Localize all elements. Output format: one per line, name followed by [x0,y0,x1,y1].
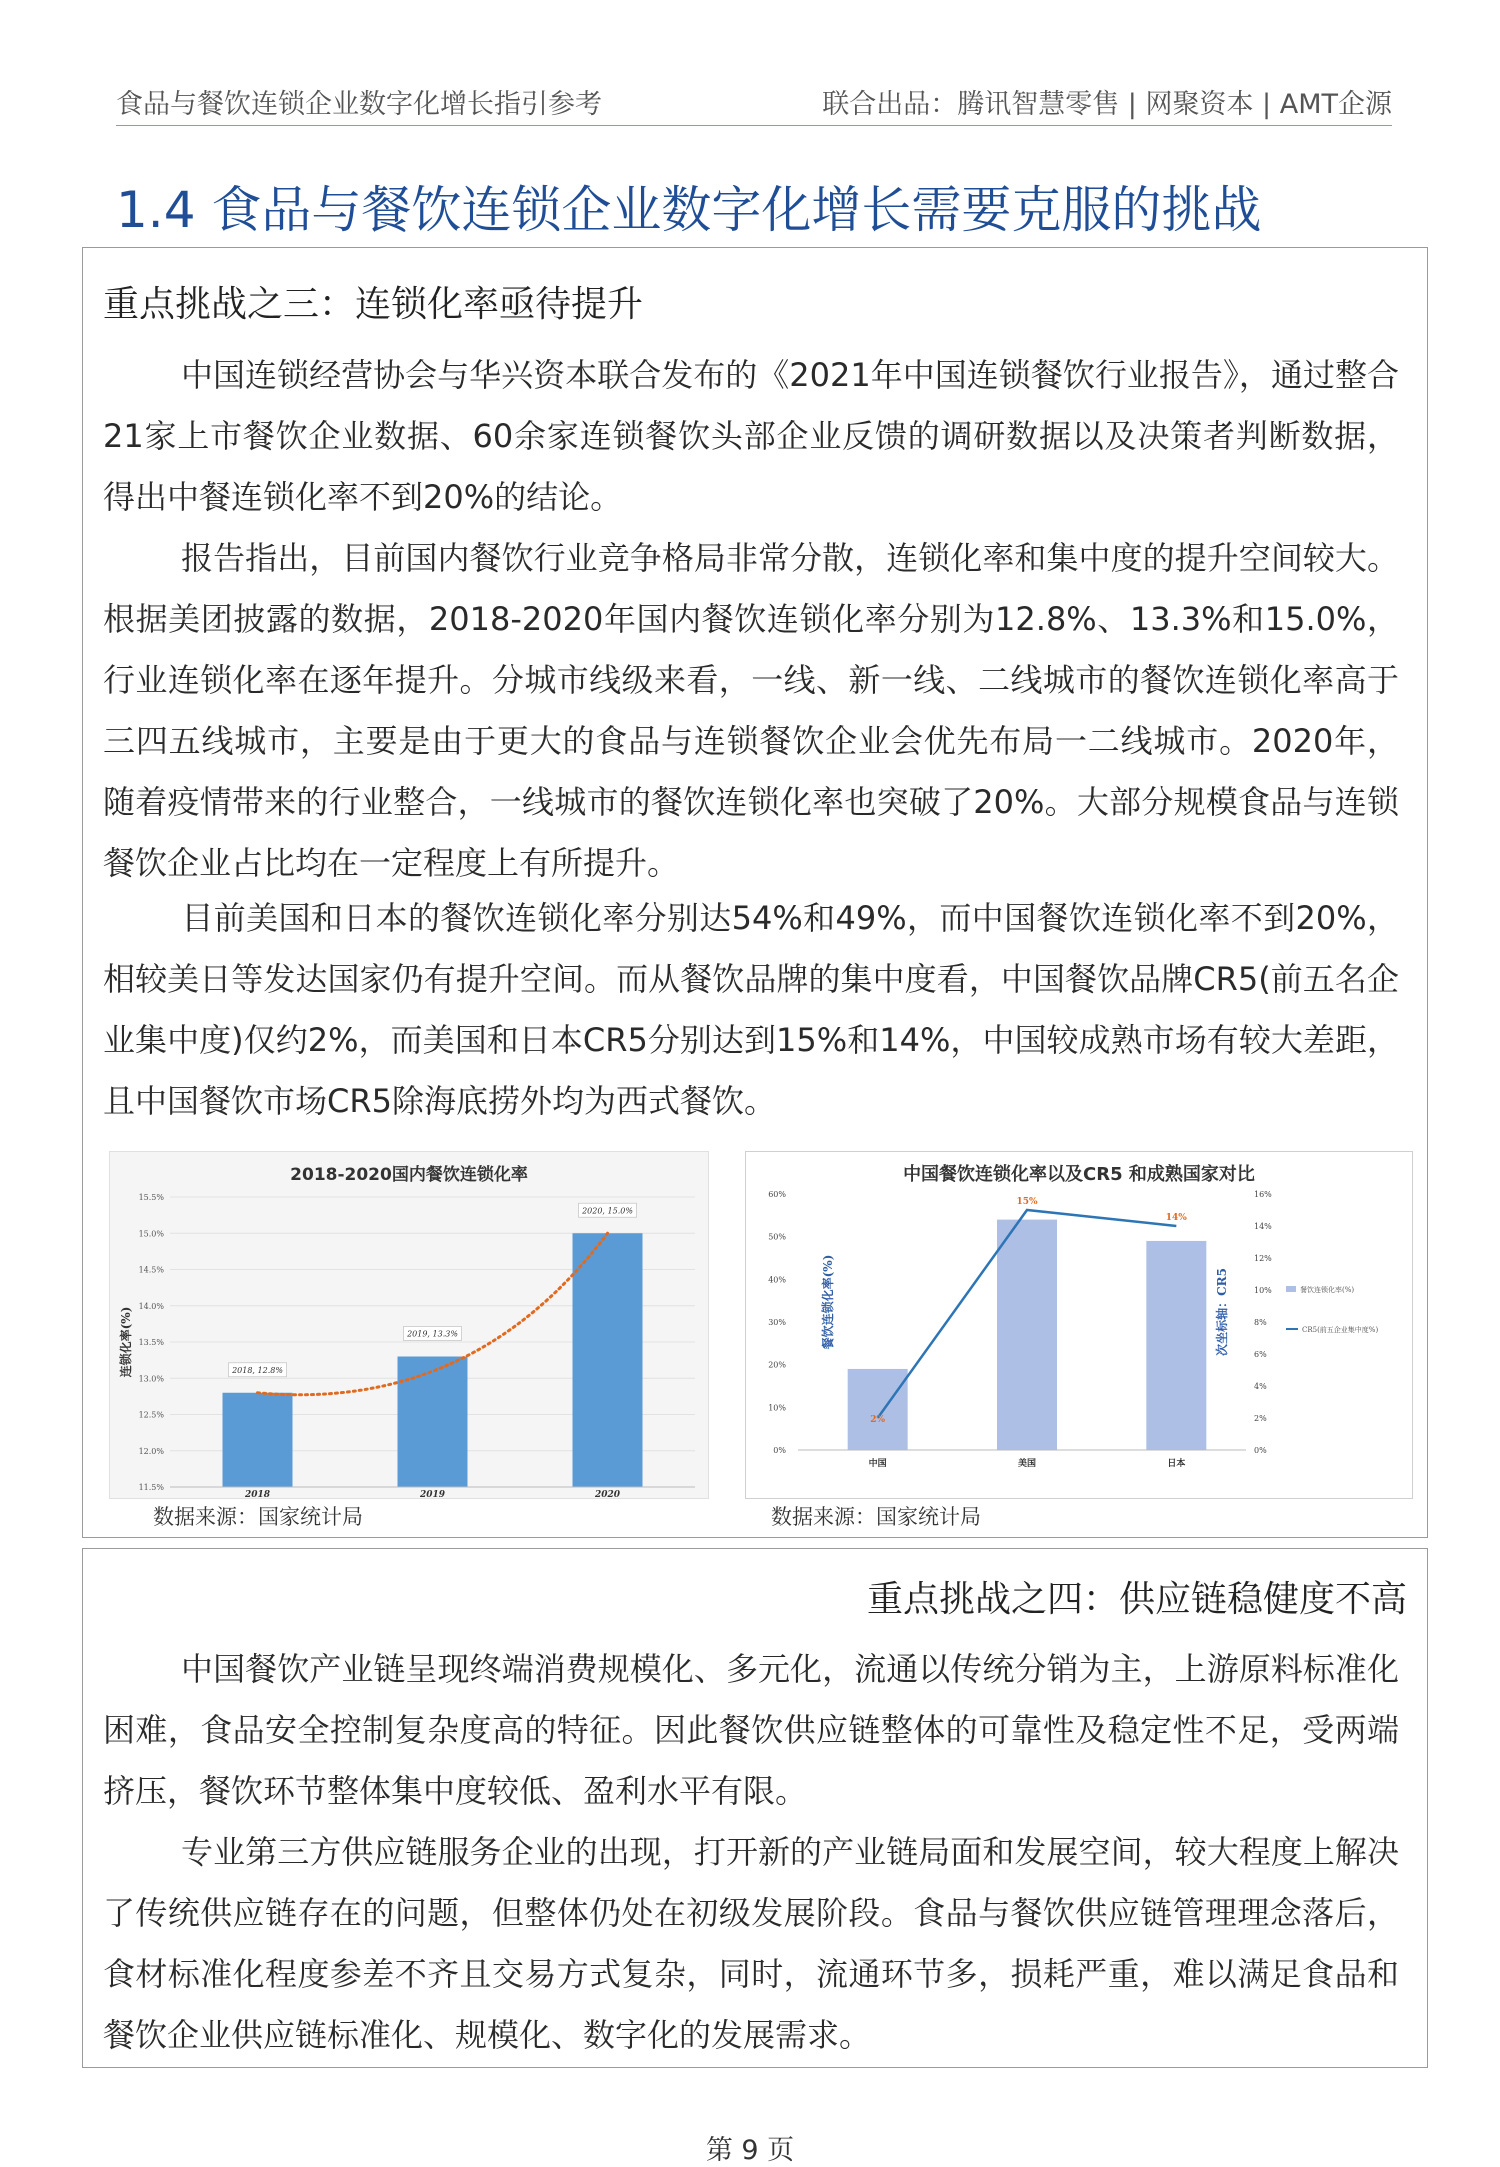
chart-1-y-tick: 13.5% [138,1338,164,1347]
chart-2-left-tick: 30% [768,1318,786,1327]
chart-2-right-tick: 14% [1254,1222,1272,1231]
paragraph-text: 目前美国和日本的餐饮连锁化率分别达54%和49%，而中国餐饮连锁化率不到20%，相较美日等发达国家仍有提升空间。而从餐饮品牌的集中度看，中国餐饮品牌CR5(前五名企业集中度)仅约2%，而美国和日本CR5分别达到15%和14%，中国较成熟市场有较大差距，且中国餐饮市场CR5除海底捞外均为西式餐饮。 [103,899,1399,1120]
chart-1-svg [110,1152,708,1498]
challenge-4-box [82,1548,1428,2068]
chart-2-line-label: 2% [870,1415,886,1425]
chart-2-x-tick: 日本 [1167,1459,1186,1469]
chart-2-right-tick: 6% [1254,1350,1267,1359]
chart-2-right-tick: 16% [1254,1190,1272,1199]
chart-2-right-axis-label: 次坐标轴：CR5 [1215,1268,1229,1356]
chart-2-legend-bar-label: 餐饮连锁化率(%) [1300,1286,1355,1294]
section-title: 1.4 食品与餐饮连锁企业数字化增长需要克服的挑战 [116,181,1262,239]
chart-1-y-tick: 15.5% [138,1193,164,1202]
chart-2-left-axis-label: 餐饮连锁化率(%) [821,1254,835,1350]
challenge-4-paragraph-1 [103,1639,1399,1822]
chart-2-right-tick: 4% [1254,1382,1267,1391]
chart-2-right-tick: 0% [1254,1446,1267,1455]
chart-2-right-tick: 12% [1254,1254,1272,1263]
challenge-3-heading: 重点挑战之三：连锁化率亟待提升 [103,284,644,325]
header-rule [116,125,1392,127]
challenge-3-paragraph-1 [103,345,1399,528]
paragraph-text: 中国餐饮产业链呈现终端消费规模化、多元化，流通以传统分销为主，上游原料标准化困难，食品安全控制复杂度高的特征。因此餐饮供应链整体的可靠性及稳定性不足，受两端挤压，餐饮环节整体集中度较低、盈利水平有限。 [103,1650,1399,1810]
chart-2-left-tick: 60% [768,1190,786,1199]
paragraph-text: 报告指出，目前国内餐饮行业竞争格局非常分散，连锁化率和集中度的提升空间较大。根据美团披露的数据，2018-2020年国内餐饮连锁化率分别为12.8%、13.3%和15.0%，行业连锁化率在逐年提升。分城市线级来看，一线、新一线、二线城市的餐饮连锁化率高于三四五线城市，主要是由于更大的食品与连锁餐饮企业会优先布局一二线城市。2020年，随着疫情带来的行业整合，一线城市的餐饮连锁化率也突破了20%。大部分规模食品与连锁餐饮企业占比均在一定程度上有所提升。 [103,539,1399,882]
chart-1-y-tick: 15.0% [138,1229,164,1239]
chart-1-y-tick: 14.5% [138,1265,164,1275]
challenge-3-paragraph-2 [103,528,1399,894]
chart-2-line-label: 14% [1165,1213,1187,1223]
chart-2-left-tick: 20% [768,1360,786,1370]
chart-2-x-tick: 中国 [868,1459,887,1469]
challenge-3-paragraph-3 [103,888,1399,1132]
chart-1-y-tick: 11.5% [138,1483,164,1492]
chart-1-x-tick: 2020 [594,1490,621,1498]
chart-1-x-tick: 2018 [244,1490,271,1498]
chart-1-x-tick: 2019 [419,1490,446,1498]
challenge-3-box [82,247,1428,1538]
chart-2-bar [997,1220,1057,1450]
chart-2-svg [746,1152,1412,1498]
chart-1-y-tick: 14.0% [138,1301,164,1311]
chart-1-bar [223,1393,293,1487]
page-number: 第 9 页 [705,2135,795,2166]
chart-2-title: 中国餐饮连锁化率以及CR5 和成熟国家对比 [903,1164,1255,1185]
chart-1-bar [398,1357,468,1488]
chart-1-data-label: 2018, 12.8% [232,1365,283,1375]
paragraph-text: 专业第三方供应链服务企业的出现，打开新的产业链局面和发展空间，较大程度上解决了传统供应链存在的问题，但整体仍处在初级发展阶段。食品与餐饮供应链管理理念落后，食材标准化程度参差不齐且交易方式复杂，同时，流通环节多，损耗严重，难以满足食品和餐饮企业供应链标准化、规模化、数字化的发展需求。 [103,1833,1399,2054]
chart-2-legend-bar-swatch [1286,1286,1296,1292]
chart-2-bar [848,1369,908,1450]
chart-chain-rate-2018-2020 [109,1151,709,1499]
chart-2-left-tick: 10% [768,1403,786,1413]
chart-1-data-label: 2020, 15.0% [582,1206,633,1216]
chart-2-x-tick: 美国 [1017,1459,1037,1469]
challenge-4-heading: 重点挑战之四：供应链稳健度不高 [866,1579,1407,1620]
chart-2-left-tick: 50% [768,1232,786,1242]
chart-1-bar [573,1233,643,1487]
challenge-4-paragraph-2 [103,1822,1399,2066]
header-publishers: 联合出品：腾讯智慧零售 | 网聚资本 | AMT企源 [822,89,1392,120]
chart-1-y-tick: 12.5% [138,1410,164,1420]
paragraph-text: 中国连锁经营协会与华兴资本联合发布的《2021年中国连锁餐饮行业报告》，通过整合21家上市餐饮企业数据、60余家连锁餐饮头部企业反馈的调研数据以及决策者判断数据，得出中餐连锁化率不到20%的结论。 [103,356,1399,516]
page-header [116,74,1392,126]
chart-2-left-tick: 40% [768,1275,786,1285]
chart-cr5-comparison [745,1151,1413,1499]
chart-1-y-tick: 13.0% [138,1374,164,1384]
chart-2-left-tick: 0% [773,1446,786,1455]
chart-2-legend-line-label: CR5(前五企业集中度%) [1302,1326,1379,1334]
chart-2-right-tick: 8% [1254,1318,1267,1327]
header-document-title: 食品与餐饮连锁企业数字化增长指引参考 [116,89,602,120]
chart-1-y-axis-label: 连锁化率(%) [119,1306,133,1378]
chart-1-source: 数据来源：国家统计局 [153,1505,363,1529]
chart-1-title: 2018-2020国内餐饮连锁化率 [290,1165,528,1185]
chart-2-source: 数据来源：国家统计局 [771,1505,981,1529]
chart-2-right-tick: 2% [1254,1414,1267,1423]
chart-1-y-tick: 12.0% [138,1446,164,1456]
chart-2-bar [1146,1241,1206,1450]
chart-1-data-label: 2019, 13.3% [407,1329,458,1339]
chart-2-right-tick: 10% [1254,1286,1272,1295]
chart-2-line-label: 15% [1016,1197,1038,1207]
